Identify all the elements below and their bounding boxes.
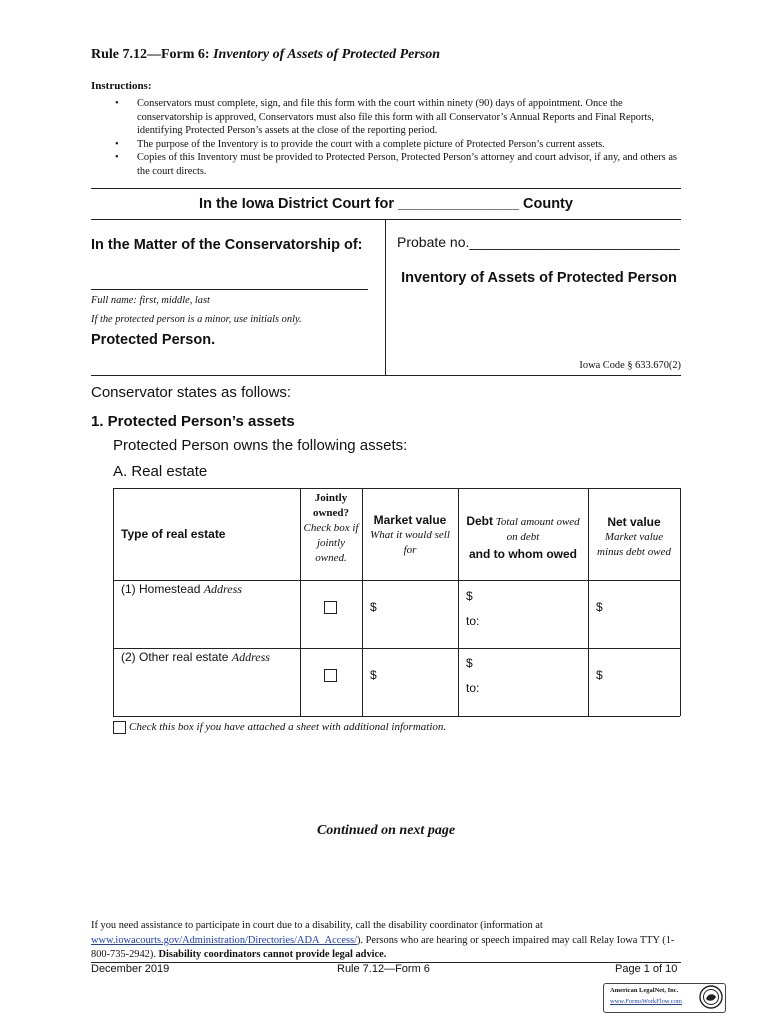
- table-row-label: (2) Other real estate Address: [121, 650, 270, 664]
- continued-note: Continued on next page: [316, 823, 456, 838]
- market-value-field[interactable]: $: [370, 668, 377, 682]
- protected-person-label: Protected Person.: [91, 332, 216, 348]
- instruction-item: • Conservators must complete, sign, and file this form with the court within ninety (90) days of appointment. Once the conservatorship is approved, Conservators must also file this form with all Conservator’s Annual Reports and Final Reports, identifying Protected Person’s assets at the close of the reporting period.: [91, 97, 681, 138]
- form-number: Rule 7.12—Form 6:: [91, 47, 214, 62]
- debt-hint: Total amount owed on debt: [495, 516, 580, 543]
- divider: [91, 188, 681, 189]
- page-number: Page 1 of 10: [615, 963, 678, 975]
- divider: [91, 219, 681, 220]
- col-header-net: [591, 515, 677, 560]
- vendor-url[interactable]: www.FormsWorkFlow.com: [610, 998, 682, 1005]
- iowa-code-citation: Iowa Code § 633.670(2): [579, 360, 681, 371]
- owns-statement: Protected Person owns the following assets:: [113, 437, 408, 454]
- table-row-label: (1) Homestead Address: [121, 582, 242, 596]
- debt-owed-to-field[interactable]: to:: [466, 614, 480, 628]
- jointly-hint: Check box if jointly owned.: [303, 522, 359, 564]
- jointly-owned-checkbox[interactable]: [324, 669, 337, 682]
- col-header-type: Type of real estate: [121, 527, 226, 541]
- matter-heading: In the Matter of the Conservatorship of:: [91, 237, 363, 253]
- instruction-item: • Copies of this Inventory must be provided to Protected Person, Protected Person’s attorney and court advisor, if any, and others as the court directs.: [91, 151, 681, 178]
- document-title: Inventory of Assets of Protected Person: [401, 270, 677, 286]
- debt-amount-field[interactable]: $: [466, 656, 473, 670]
- additional-info-checkbox[interactable]: [113, 721, 126, 734]
- col-header-market: [365, 513, 455, 558]
- debt-amount-field[interactable]: $: [466, 589, 473, 603]
- instructions-label: Instructions:: [91, 80, 152, 92]
- net-hint: Market value minus debt owed: [597, 531, 671, 558]
- form-name: Inventory of Assets of Protected Person: [213, 47, 441, 62]
- market-hint: What it would sell for: [370, 529, 450, 556]
- footer-date: December 2019: [91, 963, 170, 975]
- net-title: Net value: [607, 515, 661, 529]
- debt-title: Debt: [466, 514, 493, 528]
- debt-title-2: and to whom owed: [469, 547, 577, 561]
- conservator-states: Conservator states as follows:: [91, 384, 292, 401]
- minor-hint: If the protected person is a minor, use initials only.: [91, 314, 302, 325]
- ada-link[interactable]: www.iowacourts.gov/Administration/Directories/ADA_Access/: [91, 934, 357, 946]
- probate-number-field[interactable]: Probate no.___________________________: [397, 234, 680, 250]
- debt-owed-to-field[interactable]: to:: [466, 681, 480, 695]
- additional-info-label: Check this box if you have attached a sheet with additional information.: [129, 721, 447, 733]
- divider: [91, 375, 681, 376]
- vendor-name: American LegalNet, Inc.: [610, 987, 679, 994]
- net-value-field[interactable]: $: [596, 600, 603, 614]
- instructions-list: [91, 97, 681, 178]
- disability-note: If you need assistance to participate in court due to a disability, call the disability coordinator (information at www.iowacourts.gov/Administration/Directories/ADA_Access/). Persons who are hearing or speech impaired may call Relay Iowa TTY (1-800-735-2942). Disability coordinators cannot provide legal advice.: [91, 920, 675, 960]
- instruction-item: • The purpose of the Inventory is to provide the court with a complete picture of Protected Person’s current assets.: [91, 138, 681, 152]
- col-header-debt: [461, 514, 585, 562]
- market-title: Market value: [373, 513, 447, 527]
- court-line: In the Iowa District Court for _______________ County: [199, 196, 573, 212]
- jointly-title: Jointly owned?: [312, 492, 350, 519]
- caption-divider: [385, 219, 386, 376]
- footer-rule: Rule 7.12—Form 6: [337, 963, 430, 975]
- net-value-field[interactable]: $: [596, 668, 603, 682]
- full-name-hint: Full name: first, middle, last: [91, 295, 210, 306]
- market-value-field[interactable]: $: [370, 600, 377, 614]
- jointly-owned-checkbox[interactable]: [324, 601, 337, 614]
- name-input-line[interactable]: [91, 289, 368, 290]
- form-title: [91, 47, 440, 63]
- seal-icon: [699, 985, 723, 1009]
- subsection-heading: A. Real estate: [113, 463, 208, 480]
- section-heading: 1. Protected Person’s assets: [91, 413, 295, 430]
- col-header-jointly: [303, 491, 359, 566]
